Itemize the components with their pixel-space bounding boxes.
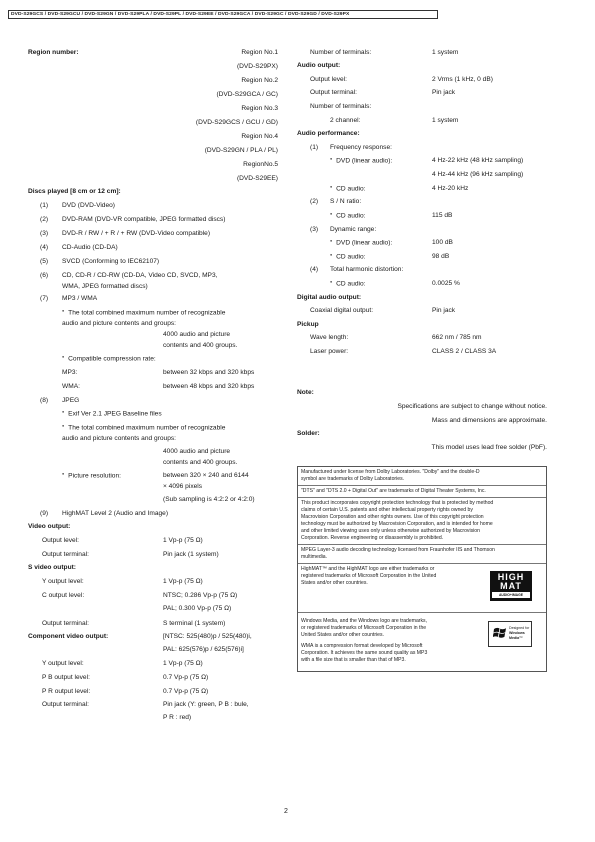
spec-value: [NTSC: 525(480)p / 525(480)i, [163,633,252,640]
notice-line: and other limited viewing uses only unless otherwise authorized by Macrovision [301,528,480,534]
region-line: (DVD-S29GN / PLA / PL) [204,147,278,154]
notice-line: claims of certain U.S. patents and other intellectual property rights owned by [301,507,473,513]
disc-text: MP3 / WMA [62,295,98,302]
notice-line: States and/or other countries. [301,580,368,586]
spec-value: PAL: 625(576)p / 625(576)i] [163,646,244,653]
windows-logo-text [509,626,529,641]
spec-label: Coaxial digital output: [310,307,374,314]
spec-label: P R output level: [42,688,91,695]
mp3-combined-line2: audio and picture contents and groups: [62,320,177,327]
digital-audio-label: Digital audio output: [297,294,362,301]
spec-label: 2 channel: [330,117,361,124]
disc-text-cont: WMA, JPEG formatted discs) [62,283,148,290]
spec-label: Output terminal: [42,551,89,558]
spec-value: 4 Hz-22 kHz (48 kHz sampling) [432,157,524,164]
region-label: Region number: [28,49,79,56]
trademark-box [297,466,547,672]
spec-value: 1 Vp-p (75 Ω) [163,537,203,544]
spec-label: S / N ratio: [330,198,362,205]
spec-value: 1 Vp-p (75 Ω) [163,578,203,585]
notice-line: with a file size that is smaller than that of MP3. [301,657,406,663]
notice-line: WMA is a compression format developed by Microsoft [301,643,423,649]
video-output-label: Video output: [28,523,71,530]
spec-value: 1 system [432,49,459,56]
logo-text: MAT [500,581,522,591]
notice-line: Manufactured under license from Dolby Laboratories. "Dolby" and the double-D [301,469,480,475]
disc-number: (2) [40,216,49,223]
spec-value: P R : red) [163,714,192,721]
spec-value: 4 Hz-44 kHz (96 kHz sampling) [432,171,524,178]
spec-value: 0.0025 % [432,280,460,287]
audio-performance-label: Audio performance: [297,130,360,137]
picture-resolution-value1: between 320 × 240 and 6144 [163,472,249,479]
audio-output-label: Audio output: [297,62,341,69]
disc-number: (6) [40,272,49,279]
dts-notice [298,486,546,498]
highmat-logo-icon [490,571,532,601]
solder-label: Solder: [297,430,320,437]
spec-value: 0.7 Vp-p (75 Ω) [163,674,209,681]
region-line: (DVD-S29GCA / GC) [216,91,278,98]
spec-value: 1 system [432,117,459,124]
windows-media-logo-icon [488,621,532,647]
mp3-rate-label: MP3: [62,369,78,376]
note-line: Specifications are subject to change without notice. [397,403,547,410]
mp3-combined-value2: contents and 400 groups. [163,342,238,349]
spec-value: NTSC; 0.286 Vp-p (75 Ω) [163,592,238,599]
spec-value: Pin jack [432,89,456,96]
spec-label: Number of terminals: [310,103,372,110]
disc-number: (4) [40,244,49,251]
spec-value: 0.7 Vp-p (75 Ω) [163,688,209,695]
spec-label: Output level: [310,76,348,83]
disc-number: (3) [40,230,49,237]
region-line: (DVD-S29EE) [236,175,278,182]
notice-line: or registered trademarks of Microsoft Corporation in the [301,625,427,631]
spec-label: Output terminal: [42,701,89,708]
spec-number: (2) [310,198,319,205]
mp3-rate-value: between 32 kbps and 320 kbps [163,369,255,376]
region-line: RegionNo.5 [243,161,278,168]
spec-value: Pin jack [432,307,456,314]
mpeg-notice [298,545,546,564]
notice-line: United States and/or other countries. [301,632,384,638]
spec-value: CLASS 2 / CLASS 3A [432,348,497,355]
pickup-label: Pickup [297,321,319,328]
logo-text: Designed for [509,626,530,630]
notice-line: This product incorporates copyright protection technology that is protected by method [301,500,494,506]
spec-label: ● DVD (linear audio): [330,156,392,165]
note-line: Mass and dimensions are approximate. [431,417,547,424]
spec-number: (1) [310,144,319,151]
windows-flag-icon [493,626,507,640]
spec-value: PAL; 0.300 Vp-p (75 Ω) [163,605,232,612]
spec-value: Pin jack (1 system) [163,551,219,558]
disc-text: CD, CD-R / CD-RW (CD-DA, Video CD, SVCD, MP3, [62,272,218,279]
spec-label: Dynamic range: [330,226,377,233]
spec-value: 1 Vp-p (75 Ω) [163,660,203,667]
picture-resolution-label: ● Picture resolution: [62,471,121,480]
solder-text: This model uses lead free solder (PbF). [431,444,547,451]
macrovision-notice [298,498,546,545]
disc-number: (8) [40,397,49,404]
region-line: Region No.1 [241,49,278,56]
spec-value: 4 Hz-20 kHz [432,185,469,192]
jpeg-combined-line1: ● The total combined maximum number of recognizable [62,423,225,432]
exif-text: ● Exif Ver 2.1 JPEG Baseline files [62,409,162,418]
wma-rate-label: WMA: [62,383,80,390]
disc-number: (1) [40,202,49,209]
spec-label: Output terminal: [42,620,89,627]
spec-label: Total harmonic distortion: [330,266,404,273]
spec-value: 100 dB [432,239,453,246]
spec-label: Number of terminals: [310,49,372,56]
disc-text: DVD-R / RW / + R / + RW (DVD-Video compatible) [62,230,211,237]
notice-line: technology must be authorized by Macrovision Corporation, and is intended for home [301,521,493,527]
disc-text: JPEG [62,397,80,404]
disc-number: (9) [40,510,49,517]
spec-label: P B output level: [42,674,90,681]
wma-rate-value: between 48 kbps and 320 kbps [163,383,255,390]
spec-value: S terminal (1 system) [163,620,226,627]
logo-text: Media™ [509,636,523,640]
spec-value: 98 dB [432,253,450,260]
region-line: Region No.3 [241,105,278,112]
windows-media-notice [298,613,546,671]
spec-label: ● CD audio: [330,211,366,220]
discs-label: Discs played [8 cm or 12 cm]: [28,188,121,195]
compression-label: ● Compatible compression rate: [62,354,156,363]
picture-resolution-value2: × 4096 pixels [163,483,203,490]
disc-text: DVD (DVD-Video) [62,202,116,209]
spec-label: Y output level: [42,578,84,585]
notice-line: "DTS" and "DTS 2.0 + Digital Out" are trademarks of Digital Theater Systems, Inc. [301,488,486,494]
notice-line: symbol are trademarks of Dolby Laboratories. [301,476,405,482]
region-line: Region No.4 [241,133,278,140]
spec-label: Output level: [42,537,80,544]
component-label: Component video output: [28,633,109,640]
notice-line: Windows Media, and the Windows logo are trademarks, [301,618,427,624]
region-line: (DVD-S29GCS / GCU / GD) [195,119,278,126]
spec-number: (3) [310,226,319,233]
spec-label: Wave length: [310,334,349,341]
highmat-notice [298,564,546,613]
model-header: DVD-S29GCS / DVD-S29GCU / DVD-S29GN / DVD-S29PLA / DVD-S29PL / DVD-S29EE / DVD-S29GCA / DVD-S29GC / DVD-S29GD / DVD-S29PX [8,10,438,19]
jpeg-combined-value2: contents and 400 groups. [163,459,238,466]
disc-text: CD-Audio (CD-DA) [62,244,118,251]
notice-line: registered trademarks of Microsoft Corporation in the United [301,573,437,579]
logo-text: HIGH [497,572,525,582]
spec-label: ● CD audio: [330,184,366,193]
disc-text: HighMAT Level 2 (Audio and Image) [62,510,169,517]
picture-resolution-value3: (Sub sampling is 4:2:2 or 4:2:0) [163,496,255,503]
spec-value: 115 dB [432,212,453,219]
spec-label: ● DVD (linear audio): [330,238,392,247]
spec-value: 2 Vrms (1 kHz, 0 dB) [432,76,493,83]
notice-line: Corporation. It achieves the same sound quality as MP3 [301,650,428,656]
mp3-combined-value1: 4000 audio and picture [163,331,231,338]
region-line: Region No.2 [241,77,278,84]
spec-label: Frequency response: [330,144,392,151]
logo-text: Windows [509,631,525,635]
notice-line: Macrovision Corporation and other rights owners. Use of this copyright protection [301,514,484,520]
spec-label: ● CD audio: [330,252,366,261]
disc-number: (5) [40,258,49,265]
notice-line: Corporation. Reverse engineering or disassembly is prohibited. [301,535,444,541]
spec-label: ● CD audio: [330,279,366,288]
jpeg-combined-line2: audio and picture contents and groups: [62,435,177,442]
spec-number: (4) [310,266,319,273]
jpeg-combined-value1: 4000 audio and picture [163,448,231,455]
mp3-combined-line1: ● The total combined maximum number of recognizable [62,308,225,317]
notice-line: multimedia. [301,554,328,560]
spec-label: Output terminal: [310,89,357,96]
notice-line: MPEG Layer-3 audio decoding technology licensed from Fraunhofer IIS and Thomson [301,547,495,553]
disc-text: DVD-RAM (DVD-VR compatible, JPEG formatted discs) [62,216,226,223]
svideo-label: S video output: [28,564,76,571]
region-line: (DVD-S29PX) [236,63,278,70]
page-number: 2 [284,808,288,815]
disc-text: SVCD (Conforming to IEC62107) [62,258,160,265]
spec-label: C output level: [42,592,85,599]
notice-line: HighMAT™ and the HighMAT logo are either trademarks or [301,566,435,572]
spec-label: Y output level: [42,660,84,667]
note-label: Note: [297,389,314,396]
dolby-notice [298,467,546,486]
spec-value: Pin jack (Y: green, P B : bule, [163,701,249,708]
logo-text: AUDIO+IMAGE [492,592,530,598]
spec-value: 662 nm / 785 nm [432,334,482,341]
disc-number: (7) [40,295,49,302]
spec-label: Laser power: [310,348,349,355]
